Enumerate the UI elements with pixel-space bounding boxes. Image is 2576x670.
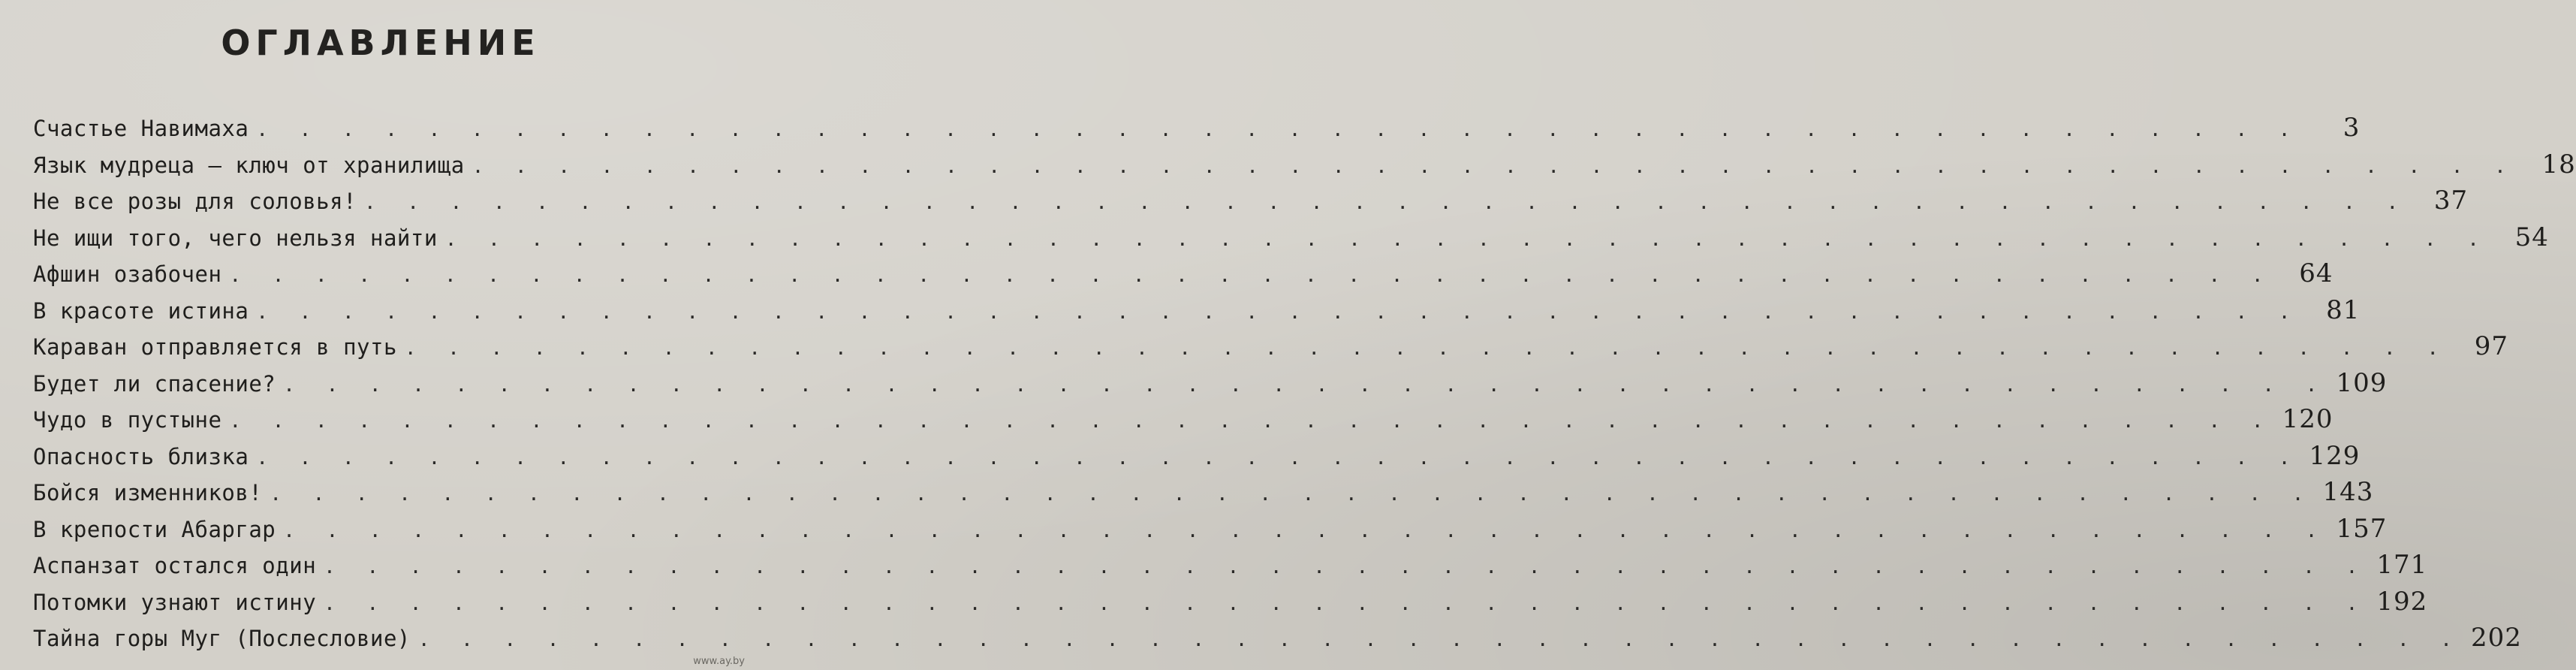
dot-leader: . . . . . . . . . . . . . . . . . . . . . . . . . . . . . . . . . . . . . . . . . . . . . . . . [229, 410, 2273, 433]
toc-entry-title: Потомки узнают истину [33, 589, 317, 615]
toc-entry-page-number: 64 [2299, 258, 2333, 288]
toc-entry-page-number: 157 [2336, 513, 2388, 544]
toc-entry [33, 511, 2388, 548]
toc-entry-page-number: 37 [2433, 186, 2469, 216]
toc-entry-title: В красоте истина [33, 297, 249, 324]
page-title: ОГЛАВЛЕНИЕ [221, 23, 541, 63]
toc-entry-title: Чудо в пустыне [33, 407, 222, 433]
toc-entry [33, 110, 2361, 146]
toc-entry-page-number: 109 [2336, 367, 2388, 398]
toc-entry [33, 146, 2576, 183]
toc-entry [33, 328, 2508, 365]
dot-leader: . . . . . . . . . . . . . . . . . . . . . . . . . . . . . . . . . . . . . . . . . . . . . . . . [229, 264, 2273, 287]
toc-entry-title: Не ищи того, чего нельзя найти [33, 225, 438, 251]
toc-entry-page-number: 202 [2471, 623, 2522, 653]
toc-entry-title: Бойся изменников! [33, 480, 263, 506]
toc-entry-title: Не все розы для соловья! [33, 189, 357, 214]
toc-entry-page-number: 3 [2343, 113, 2361, 143]
toc-entry-title: Караван отправляется в путь [33, 334, 397, 360]
dot-leader: . . . . . . . . . . . . . . . . . . . . . . . . . . . . . . . . . . . . . . . . . . . . . . . . [256, 300, 2300, 324]
dot-leader: . . . . . . . . . . . . . . . . . . . . . . . . . . . . . . . . . . . . . . . . . . . . . . . . [283, 519, 2327, 542]
toc-entry [33, 547, 2428, 584]
toc-entry-title: Тайна горы Муг (Послесловие) [33, 626, 411, 651]
toc-entry-title: В крепости Абаргар [33, 516, 276, 542]
toc-entry-page-number: 171 [2376, 550, 2428, 580]
dot-leader: . . . . . . . . . . . . . . . . . . . . . . . . . . . . . . . . . . . . . . . . . . . . . . . . [256, 446, 2300, 469]
dot-leader: . . . . . . . . . . . . . . . . . . . . . . . . . . . . . . . . . . . . . . . . . . . . . . . . [417, 629, 2462, 651]
toc-entry-page-number: 120 [2282, 404, 2333, 434]
toc-entry-page-number: 143 [2322, 477, 2374, 507]
toc-entry-title: Счастье Навимаха [33, 116, 249, 141]
dot-leader: . . . . . . . . . . . . . . . . . . . . . . . . . . . . . . . . . . . . . . . . . . . . . . . . [283, 373, 2327, 397]
toc-entry-title: Язык мудреца — ключ от хранилища [33, 152, 465, 178]
toc-entry-page-number: 97 [2474, 331, 2508, 361]
toc-entry-page-number: 192 [2376, 586, 2428, 617]
dot-leader: . . . . . . . . . . . . . . . . . . . . . . . . . . . . . . . . . . . . . . . . . . . . . . . . [256, 119, 2300, 141]
dot-leader: . . . . . . . . . . . . . . . . . . . . . . . . . . . . . . . . . . . . . . . . . . . . . . . . [472, 155, 2516, 178]
toc-entry-title: Будет ли спасение? [33, 370, 276, 397]
dot-leader: . . . . . . . . . . . . . . . . . . . . . . . . . . . . . . . . . . . . . . . . . . . . . . . . [404, 337, 2448, 360]
dot-leader: . . . . . . . . . . . . . . . . . . . . . . . . . . . . . . . . . . . . . . . . . . . . . . . . [364, 192, 2409, 214]
toc-entry [33, 255, 2333, 292]
watermark-text: www.ay.by [693, 656, 745, 667]
toc-entry [33, 584, 2428, 620]
table-of-contents [33, 110, 2576, 656]
toc-entry-page-number: 129 [2309, 440, 2361, 471]
toc-entry [33, 620, 2522, 656]
toc-entry-page-number: 54 [2514, 222, 2549, 252]
dot-leader: . . . . . . . . . . . . . . . . . . . . . . . . . . . . . . . . . . . . . . . . . . . . . . . . [444, 228, 2489, 251]
toc-entry [33, 183, 2469, 219]
dot-leader: . . . . . . . . . . . . . . . . . . . . . . . . . . . . . . . . . . . . . . . . . . . . . . . . [270, 483, 2314, 506]
toc-entry-title: Афшин озабочен [33, 261, 222, 287]
toc-entry [33, 438, 2361, 475]
toc-entry [33, 401, 2333, 438]
toc-entry-page-number: 81 [2326, 294, 2361, 325]
toc-entry [33, 219, 2549, 256]
dot-leader: . . . . . . . . . . . . . . . . . . . . . . . . . . . . . . . . . . . . . . . . . . . . . . . . [324, 556, 2368, 578]
toc-entry [33, 292, 2361, 329]
toc-entry-page-number: 18 [2541, 149, 2576, 180]
toc-entry-title: Аспанзат остался один [33, 553, 317, 578]
toc-entry-title: Опасность близка [33, 443, 249, 469]
dot-leader: . . . . . . . . . . . . . . . . . . . . . . . . . . . . . . . . . . . . . . . . . . . . . . . . [324, 592, 2368, 615]
toc-entry [33, 474, 2374, 511]
toc-entry [33, 365, 2388, 402]
